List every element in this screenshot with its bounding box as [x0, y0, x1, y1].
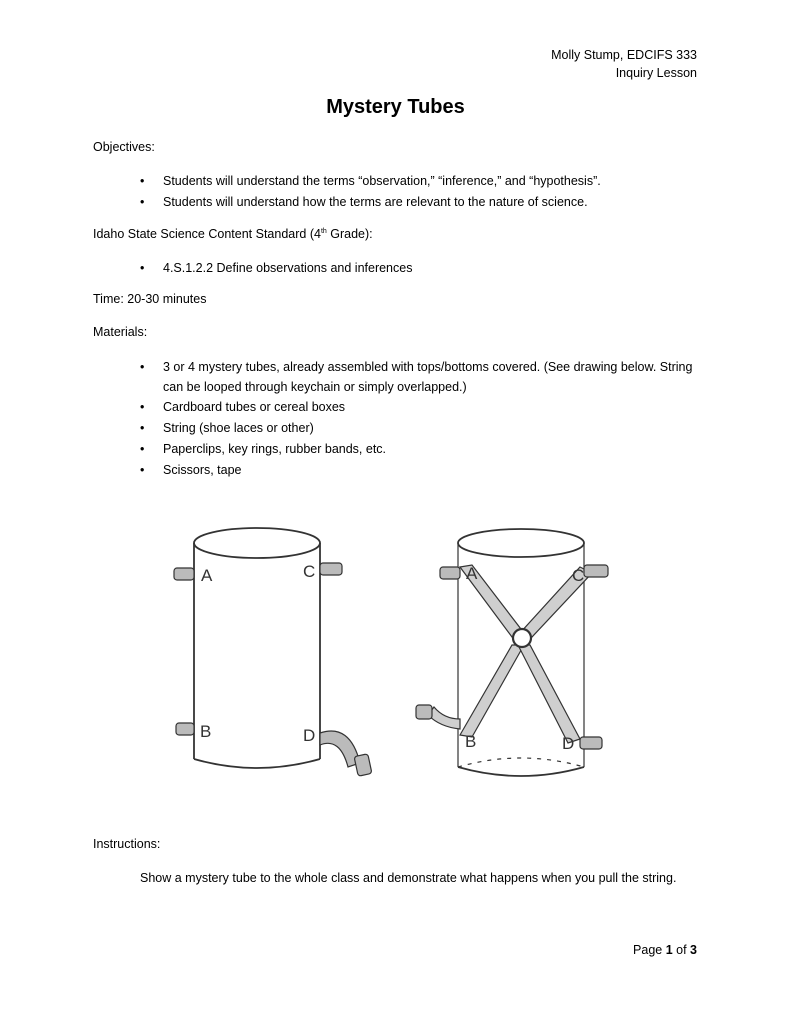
- page-current: 1: [665, 943, 673, 957]
- string-b-end: [428, 707, 460, 729]
- header-author-course: Molly Stump, EDCIFS 333: [551, 48, 697, 62]
- time-text: Time: 20-30 minutes: [93, 292, 207, 306]
- left-tube-knots: [174, 563, 372, 776]
- list-item: • Students will understand the terms “observation,” “inference,” and “hypothesis”.: [140, 171, 700, 192]
- label-d-left: D: [303, 726, 316, 745]
- left-tube-drawing: [194, 528, 320, 768]
- label-c-right: C: [572, 566, 585, 585]
- knot-a-left: [174, 568, 194, 580]
- left-tube-labels: [200, 562, 315, 745]
- standard-heading-sup: th: [320, 227, 327, 235]
- materials-list: [140, 357, 700, 481]
- key-ring: [513, 629, 531, 647]
- page-number: [633, 943, 697, 957]
- list-item: • 4.S.1.2.2 Define observations and inferences: [140, 258, 700, 279]
- page-word: Page: [633, 943, 666, 957]
- standard-heading-pre: Idaho State Science Content Standard (4: [93, 227, 321, 241]
- knot-c-left: [320, 563, 342, 575]
- standard-heading: [93, 227, 373, 241]
- right-tube-strings: [428, 565, 592, 743]
- list-item: • 3 or 4 mystery tubes, already assembled with tops/bottoms covered. (See drawing below. String can be looped through keychain or simply overlapped.): [140, 357, 700, 397]
- header-doc-type: Inquiry Lesson: [615, 66, 697, 80]
- string-d: [518, 645, 580, 743]
- label-d-right: D: [562, 734, 575, 753]
- list-item: • Paperclips, key rings, rubber bands, etc.: [140, 439, 700, 460]
- instructions-text: Show a mystery tube to the whole class and demonstrate what happens when you pull the string.: [140, 871, 677, 885]
- page-title: Mystery Tubes: [326, 96, 465, 118]
- string-d-left: [320, 731, 360, 767]
- instructions-heading: Instructions:: [93, 837, 161, 851]
- label-a-left: A: [201, 566, 213, 585]
- page-total: 3: [690, 943, 697, 957]
- knot-b-right: [416, 705, 432, 719]
- knot-d-left: [354, 754, 372, 776]
- knot-d-right: [580, 737, 602, 749]
- objectives-list: [140, 171, 700, 213]
- list-item: • Students will understand how the terms are relevant to the nature of science.: [140, 192, 700, 213]
- knot-c-right: [584, 565, 608, 577]
- knot-b-left: [176, 723, 194, 735]
- knot-a-right: [440, 567, 460, 579]
- of-word: of: [672, 943, 691, 957]
- list-item: • String (shoe laces or other): [140, 418, 700, 439]
- mystery-tubes-drawing: [160, 515, 630, 795]
- objectives-heading: Objectives:: [93, 140, 155, 154]
- label-b-right: B: [465, 732, 477, 751]
- string-b: [460, 645, 524, 737]
- materials-heading: Materials:: [93, 325, 148, 339]
- label-b-left: B: [200, 722, 212, 741]
- label-c-left: C: [303, 562, 316, 581]
- list-item: • Scissors, tape: [140, 460, 700, 481]
- list-item: • Cardboard tubes or cereal boxes: [140, 397, 700, 418]
- standard-list: [140, 258, 700, 279]
- standard-heading-post: Grade):: [326, 227, 373, 241]
- label-a-right: A: [466, 564, 478, 583]
